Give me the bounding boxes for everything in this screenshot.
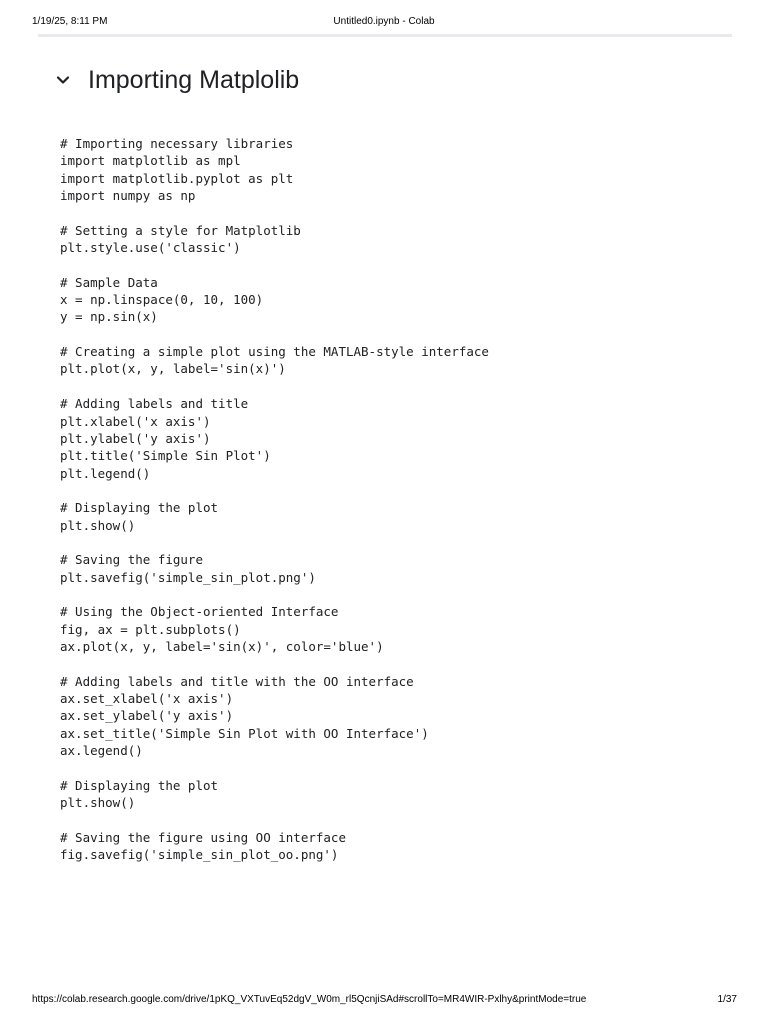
print-datetime: 1/19/25, 8:11 PM bbox=[32, 16, 108, 27]
code-cell[interactable] bbox=[60, 135, 740, 863]
code-line bbox=[60, 326, 740, 343]
page-number: 1/37 bbox=[717, 994, 737, 1005]
code-line bbox=[60, 811, 740, 828]
code-line: plt.ylabel('y axis') bbox=[60, 430, 211, 446]
code-line: y = np.sin(x) bbox=[60, 309, 158, 325]
code-line bbox=[60, 256, 740, 273]
code-line: plt.style.use('classic') bbox=[60, 240, 241, 256]
print-header bbox=[0, 16, 768, 32]
code-line: # Sample Data bbox=[60, 274, 158, 290]
code-line: ax.set_xlabel('x axis') bbox=[60, 691, 234, 706]
code-line: ax.set_ylabel('y axis') bbox=[60, 708, 234, 724]
top-divider bbox=[38, 34, 732, 37]
code-line: # Creating a simple plot using the MATLAB-style interface bbox=[60, 344, 489, 360]
code-line: ax.plot(x, y, label='sin(x)', color='blue') bbox=[60, 638, 384, 654]
code-line: # Saving the figure bbox=[60, 552, 203, 568]
code-line: # Saving the figure using OO interface bbox=[60, 829, 346, 845]
code-line: ax.set_title('Simple Sin Plot with OO Interface') bbox=[60, 725, 429, 741]
code-line: plt.show() bbox=[60, 795, 136, 811]
code-line: plt.plot(x, y, label='sin(x)') bbox=[60, 361, 286, 377]
print-document-title: Untitled0.ipynb - Colab bbox=[333, 16, 435, 27]
code-line bbox=[60, 534, 740, 551]
code-line: fig, ax = plt.subplots() bbox=[60, 621, 241, 637]
code-line: plt.show() bbox=[60, 517, 136, 533]
code-line: plt.savefig('simple_sin_plot.png') bbox=[60, 569, 316, 585]
code-line: # Using the Object-oriented Interface bbox=[60, 604, 339, 620]
print-url: https://colab.research.google.com/drive/1pKQ_VXTuvEq52dgV_W0m_rl5QcnjiSAd#scrollTo=MR4WIR-Pxlhy&printMode=true bbox=[32, 994, 587, 1005]
code-line: # Adding labels and title with the OO interface bbox=[60, 673, 414, 689]
code-line bbox=[60, 586, 740, 603]
chevron-down-icon[interactable] bbox=[52, 69, 74, 91]
code-line: import numpy as np bbox=[60, 188, 196, 204]
code-line bbox=[60, 759, 740, 776]
code-line bbox=[60, 378, 740, 395]
section-title: Importing Matplolib bbox=[88, 66, 300, 94]
section-header[interactable] bbox=[52, 60, 299, 100]
code-line bbox=[60, 204, 740, 221]
code-line bbox=[60, 482, 740, 499]
code-line: # Displaying the plot bbox=[60, 777, 219, 793]
code-line bbox=[60, 655, 740, 672]
print-footer bbox=[0, 994, 768, 1010]
code-line: ax.legend() bbox=[60, 743, 143, 759]
code-line: import matplotlib.pyplot as plt bbox=[60, 170, 294, 186]
code-line: x = np.linspace(0, 10, 100) bbox=[60, 292, 264, 308]
code-line: import matplotlib as mpl bbox=[60, 153, 241, 169]
code-line: plt.legend() bbox=[60, 465, 151, 481]
code-line: plt.xlabel('x axis') bbox=[60, 413, 211, 429]
code-line: # Importing necessary libraries bbox=[60, 136, 294, 151]
code-line: # Setting a style for Matplotlib bbox=[60, 222, 301, 238]
code-line: plt.title('Simple Sin Plot') bbox=[60, 448, 271, 464]
code-line: # Displaying the plot bbox=[60, 500, 219, 516]
code-line: # Adding labels and title bbox=[60, 396, 249, 412]
code-line: fig.savefig('simple_sin_plot_oo.png') bbox=[60, 847, 339, 863]
